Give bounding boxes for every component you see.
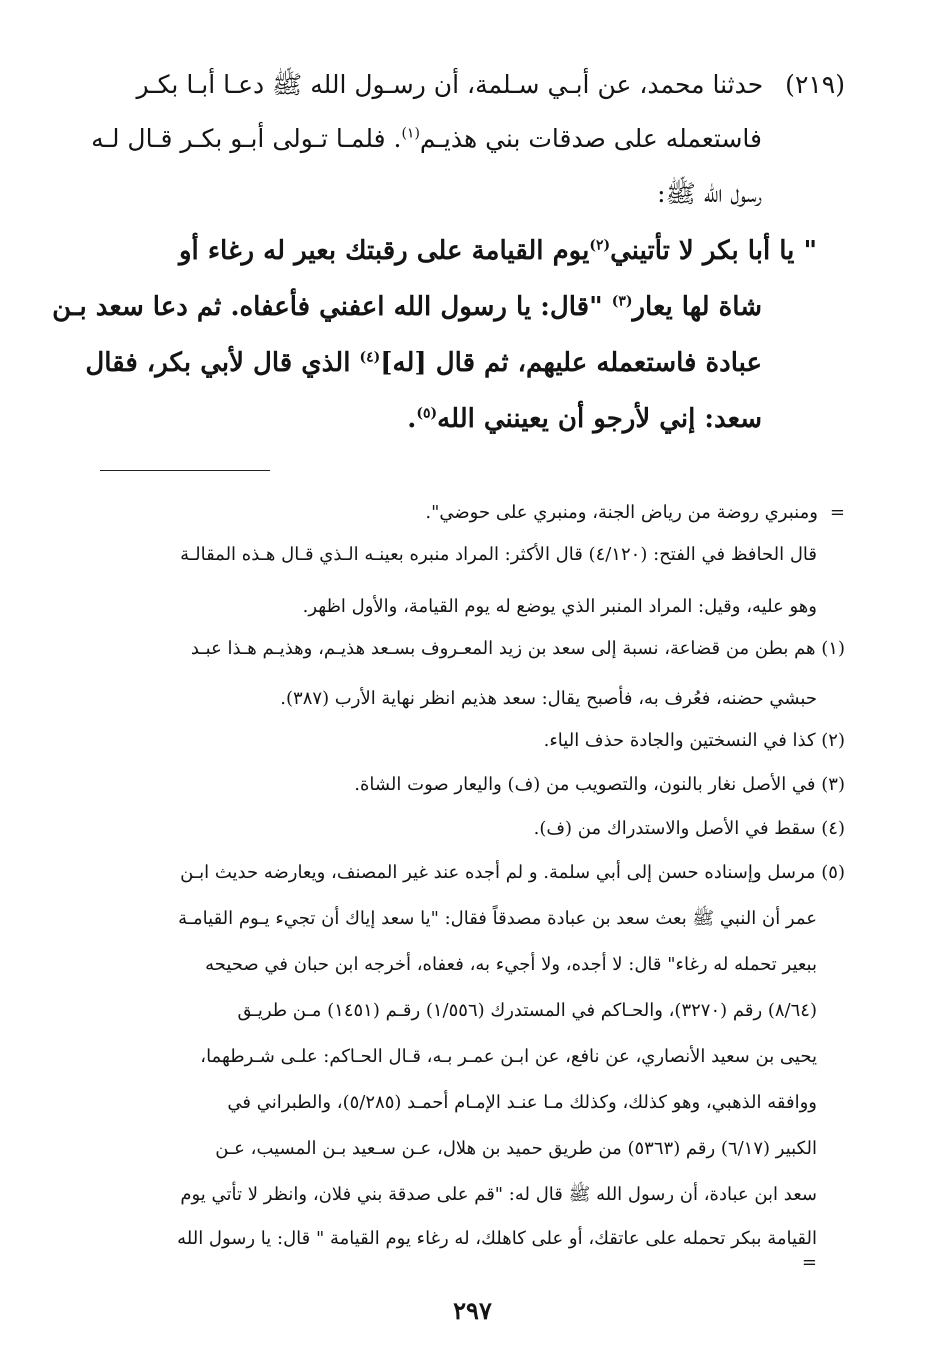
footnote-line: =ومنبري روضة من رياض الجنة، ومنبري على حوضي". — [425, 500, 845, 526]
continuation-mark: = — [829, 502, 845, 523]
footnote-line: عمر أن النبي ﷺ بعث سعد بن عبادة مصدقاً فقال: "يا سعد إياك أن تجيء يـوم القيامـة — [178, 908, 817, 929]
footnote-2: (٢) كذا في النسختين والجادة حذف الياء. — [543, 730, 845, 751]
hadith-number: (٢١٩) — [785, 70, 845, 99]
footnote-ref-3: (٣) — [611, 293, 633, 310]
footnote-1: (١) هم بطن من قضاعة، نسبة إلى سعد بن زيد المعـروف بسـعد هذيـم، وهذيـم هـذا عبـد — [190, 638, 845, 659]
footnote-3: (٣) في الأصل نغار بالنون، والتصويب من (ف) واليعار صوت الشاة. — [354, 774, 845, 795]
footnote-line: ببعير تحمله له رغاء" قال: لا أجده، ولا أجيء به، فعفاه، أخرجه ابن حبان في صحيحه — [205, 954, 817, 975]
footnote-separator — [100, 470, 270, 471]
hadith-line-5: شاة لها يعار$^{(٣)}$ "قال: يا رسول الله اعفني فأعفاه. ثم دعا سعد بـن — [52, 292, 762, 322]
footnote-5: (٥) مرسل وإسناده حسن إلى أبي سلمة. و لم أجده عند غير المصنف، ويعارضه حديث ابـن — [180, 862, 845, 883]
footnote-line: حبشي حضنه، فعُرف به، فأصبح يقال: سعد هذيم انظر نهاية الأرب (٣٨٧). — [280, 688, 817, 709]
footnote-line: سعد ابن عبادة، أن رسول الله ﷺ قال له: "قم على صدقة بني فلان، وانظر لا تأتي يوم — [180, 1184, 817, 1205]
continuation-mark-end: = — [801, 1252, 817, 1273]
page-number: ٢٩٧ — [453, 1296, 492, 1325]
footnote-line: وهو عليه، وقيل: المراد المنبر الذي يوضع له يوم القيامة، والأول اظهر. — [302, 596, 817, 617]
footnote-line: القيامة ببكر تحمله على عاتقك، أو على كاهلك، له رغاء يوم القيامة " قال: يا رسول الله — [177, 1228, 817, 1249]
hadith-line-3: رسول الله ﷺ: — [657, 179, 762, 208]
footnote-ref-2: (٢) — [589, 237, 611, 254]
hadith-line-2: فاستعمله على صدقات بني هذيـم$^{(١)}$. فلمـا تـولى أبـو بكـر قـال لـه — [91, 124, 762, 153]
hadith-line-6: عبادة فاستعمله عليهم، ثم قال [له]$^{(٤)}$ الذي قال لأبي بكر، فقال — [85, 348, 762, 378]
footnote-line: قال الحافظ في الفتح: (٤/١٢٠) قال الأكثر: المراد منبره بعينـه الـذي قـال هـذه المقالـة — [180, 544, 817, 565]
footnote-ref-1: (١) — [401, 125, 420, 142]
footnote-line: (٨/٦٤) رقم (٣٢٧٠)، والحـاكم في المستدرك (١/٥٥٦) رقـم (١٤٥١) مـن طريـق — [237, 1000, 817, 1021]
footnote-4: (٤) سقط في الأصل والاستدراك من (ف). — [533, 818, 845, 839]
footnote-ref-4: (٤) — [359, 349, 381, 366]
footnote-ref-5: (٥) — [416, 405, 438, 422]
hadith-line-1: (٢١٩)حدثنا محمد، عن أبـي سـلمة، أن رسـول الله ﷺ دعـا أبـا بكـر — [137, 68, 846, 102]
hadith-line-7: سعد: إني لأرجو أن يعينني الله$^{(٥)}$. — [407, 404, 762, 434]
footnote-line: ووافقه الذهبي، وهو كذلك، وكذلك مـا عنـد الإمـام أحمـد (٥/٢٨٥)، والطبراني في — [227, 1092, 817, 1113]
footnote-line: الكبير (٦/١٧) رقم (٥٣٦٣) من طريق حميد بن هلال، عـن سـعيد بـن المسيب، عـن — [215, 1138, 817, 1159]
footnote-line: يحيى بن سعيد الأنصاري، عن نافع، عن ابـن عمـر بـه، قـال الحـاكم: علـى شـرطهما، — [200, 1046, 817, 1067]
hadith-line-4: " يا أبا بكر لا تأتيني$^{(٢)}$يوم القيامة على رقبتك بعير له رغاء أو — [178, 236, 817, 266]
